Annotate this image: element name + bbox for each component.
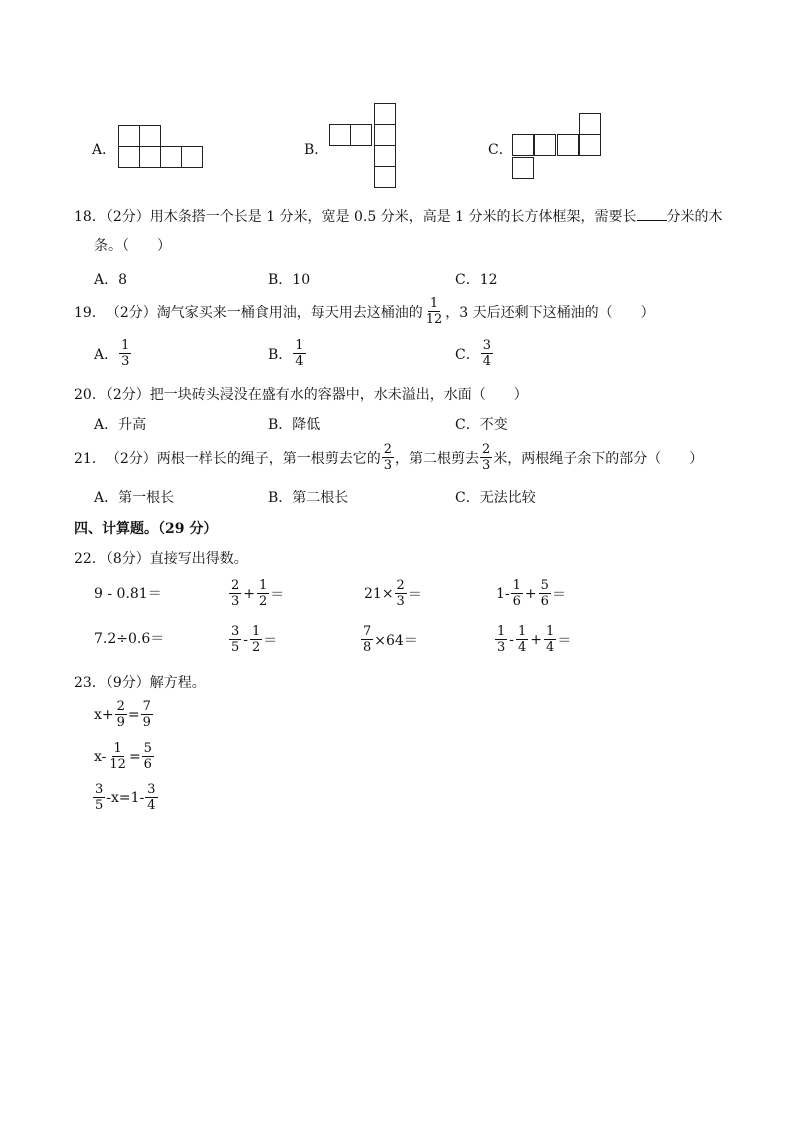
q19-option-a[interactable]: A． $\frac{1}{3}$ [94,338,130,369]
q21-number: 21． [74,450,106,467]
q18-text-after: 分米的木 [666,209,723,225]
q20-option-a[interactable]: A．升高 [94,417,147,433]
q23-points: （9分） [105,675,150,691]
q22-expr1[interactable]: 9 - 0.81＝ [94,586,162,602]
q21-text2: ，第二根剪去 [395,450,480,467]
q22-expr5[interactable]: 7.2÷0.6＝ [94,631,165,647]
q18-points: （2分） [105,209,150,225]
q22-expr4[interactable]: 1- $\frac{1}{6}$ + $\frac{5}{6}$ ＝ [496,578,566,609]
q17-option-a-letter[interactable]: A． [92,142,117,158]
q21-question [74,443,703,472]
q17-option-b-letter[interactable]: B． [304,142,329,158]
q21-fraction1: $\frac{2}{3}$ [383,442,393,473]
q21-option-c[interactable]: C．无法比较 [455,490,536,506]
q20-text: 把一块砖头浸没在盛有水的容器中，水未溢出，水面（ ） [149,387,528,403]
q22-number: 22． [74,551,106,567]
q21-option-b[interactable]: B．第二根长 [268,490,349,506]
q19-number: 19． [74,304,106,321]
q19-points: （2分） [105,304,157,321]
q21-option-a[interactable]: A．第一根长 [94,490,175,506]
q17-option-c-letter[interactable]: C． [488,142,513,158]
q18-option-a[interactable]: A．8 [94,272,128,288]
q22-expr2[interactable]: $\frac{2}{3}$ + $\frac{1}{2}$ ＝ [231,578,285,609]
q19-question [74,297,655,326]
q18-number: 18． [74,209,106,225]
q23-question [74,672,206,692]
q22-expr6[interactable]: $\frac{3}{5}$ - $\frac{1}{2}$ ＝ [231,624,278,655]
q20-option-b[interactable]: B．降低 [268,417,321,433]
q22-text: 直接写出得数。 [149,551,248,567]
q22-expr3[interactable]: 21× $\frac{2}{3}$ ＝ [364,578,422,609]
q23-equation2[interactable]: x- $\frac{1}{12}$ = $\frac{5}{6}$ [94,741,152,772]
q20-option-c[interactable]: C．不变 [455,417,508,433]
q18-option-c[interactable]: C．12 [455,272,498,288]
q22-expr8[interactable]: $\frac{1}{3}$ - $\frac{1}{4}$ + $\frac{1}{4}$ ＝ [497,624,572,655]
q23-equation1[interactable]: x+ $\frac{2}{9}$ = $\frac{7}{9}$ [94,699,151,730]
q20-points: （2分） [105,387,150,403]
q18-option-b[interactable]: B．10 [268,272,311,288]
q23-text: 解方程。 [149,675,206,691]
q21-text1: 两根一样长的绳子，第一根剪去它的 [156,450,381,467]
q22-expr7[interactable]: $\frac{7}{8}$ ×64＝ [363,624,418,655]
q21-points: （2分） [105,450,157,467]
q21-fraction2: $\frac{2}{3}$ [482,442,491,473]
q20-number: 20． [74,387,106,403]
q18-text-before: 用木条搭一个长是 1 分米，宽是 0.5 分米，高是 1 分米的长方体框架，需要长 [149,209,637,225]
q19-option-c[interactable]: C． $\frac{3}{4}$ [455,338,491,369]
q20-question [74,384,528,404]
q18-question [74,206,723,226]
q18-text-line2: 条。（ ） [94,238,171,254]
q22-points: （8分） [105,551,150,567]
q19-text-before: 淘气家买来一桶食用油，每天用去这桶油的 [156,304,423,321]
q23-number: 23． [74,675,106,691]
q21-text3: 米，两根绳子余下的部分（ ） [493,450,704,467]
q19-text-after: ，3 天后还剩下这桶油的（ ） [445,304,655,321]
q23-equation3[interactable]: $\frac{3}{5}$ -x=1- $\frac{3}{4}$ [95,782,156,813]
section4-title: 四、计算题。（29 分） [74,521,218,537]
q18-answer-blank[interactable] [637,206,667,221]
q22-question [74,548,248,568]
q19-fraction: $\frac{1}{12}$ [425,296,443,327]
q19-option-b[interactable]: B． $\frac{1}{4}$ [268,338,304,369]
